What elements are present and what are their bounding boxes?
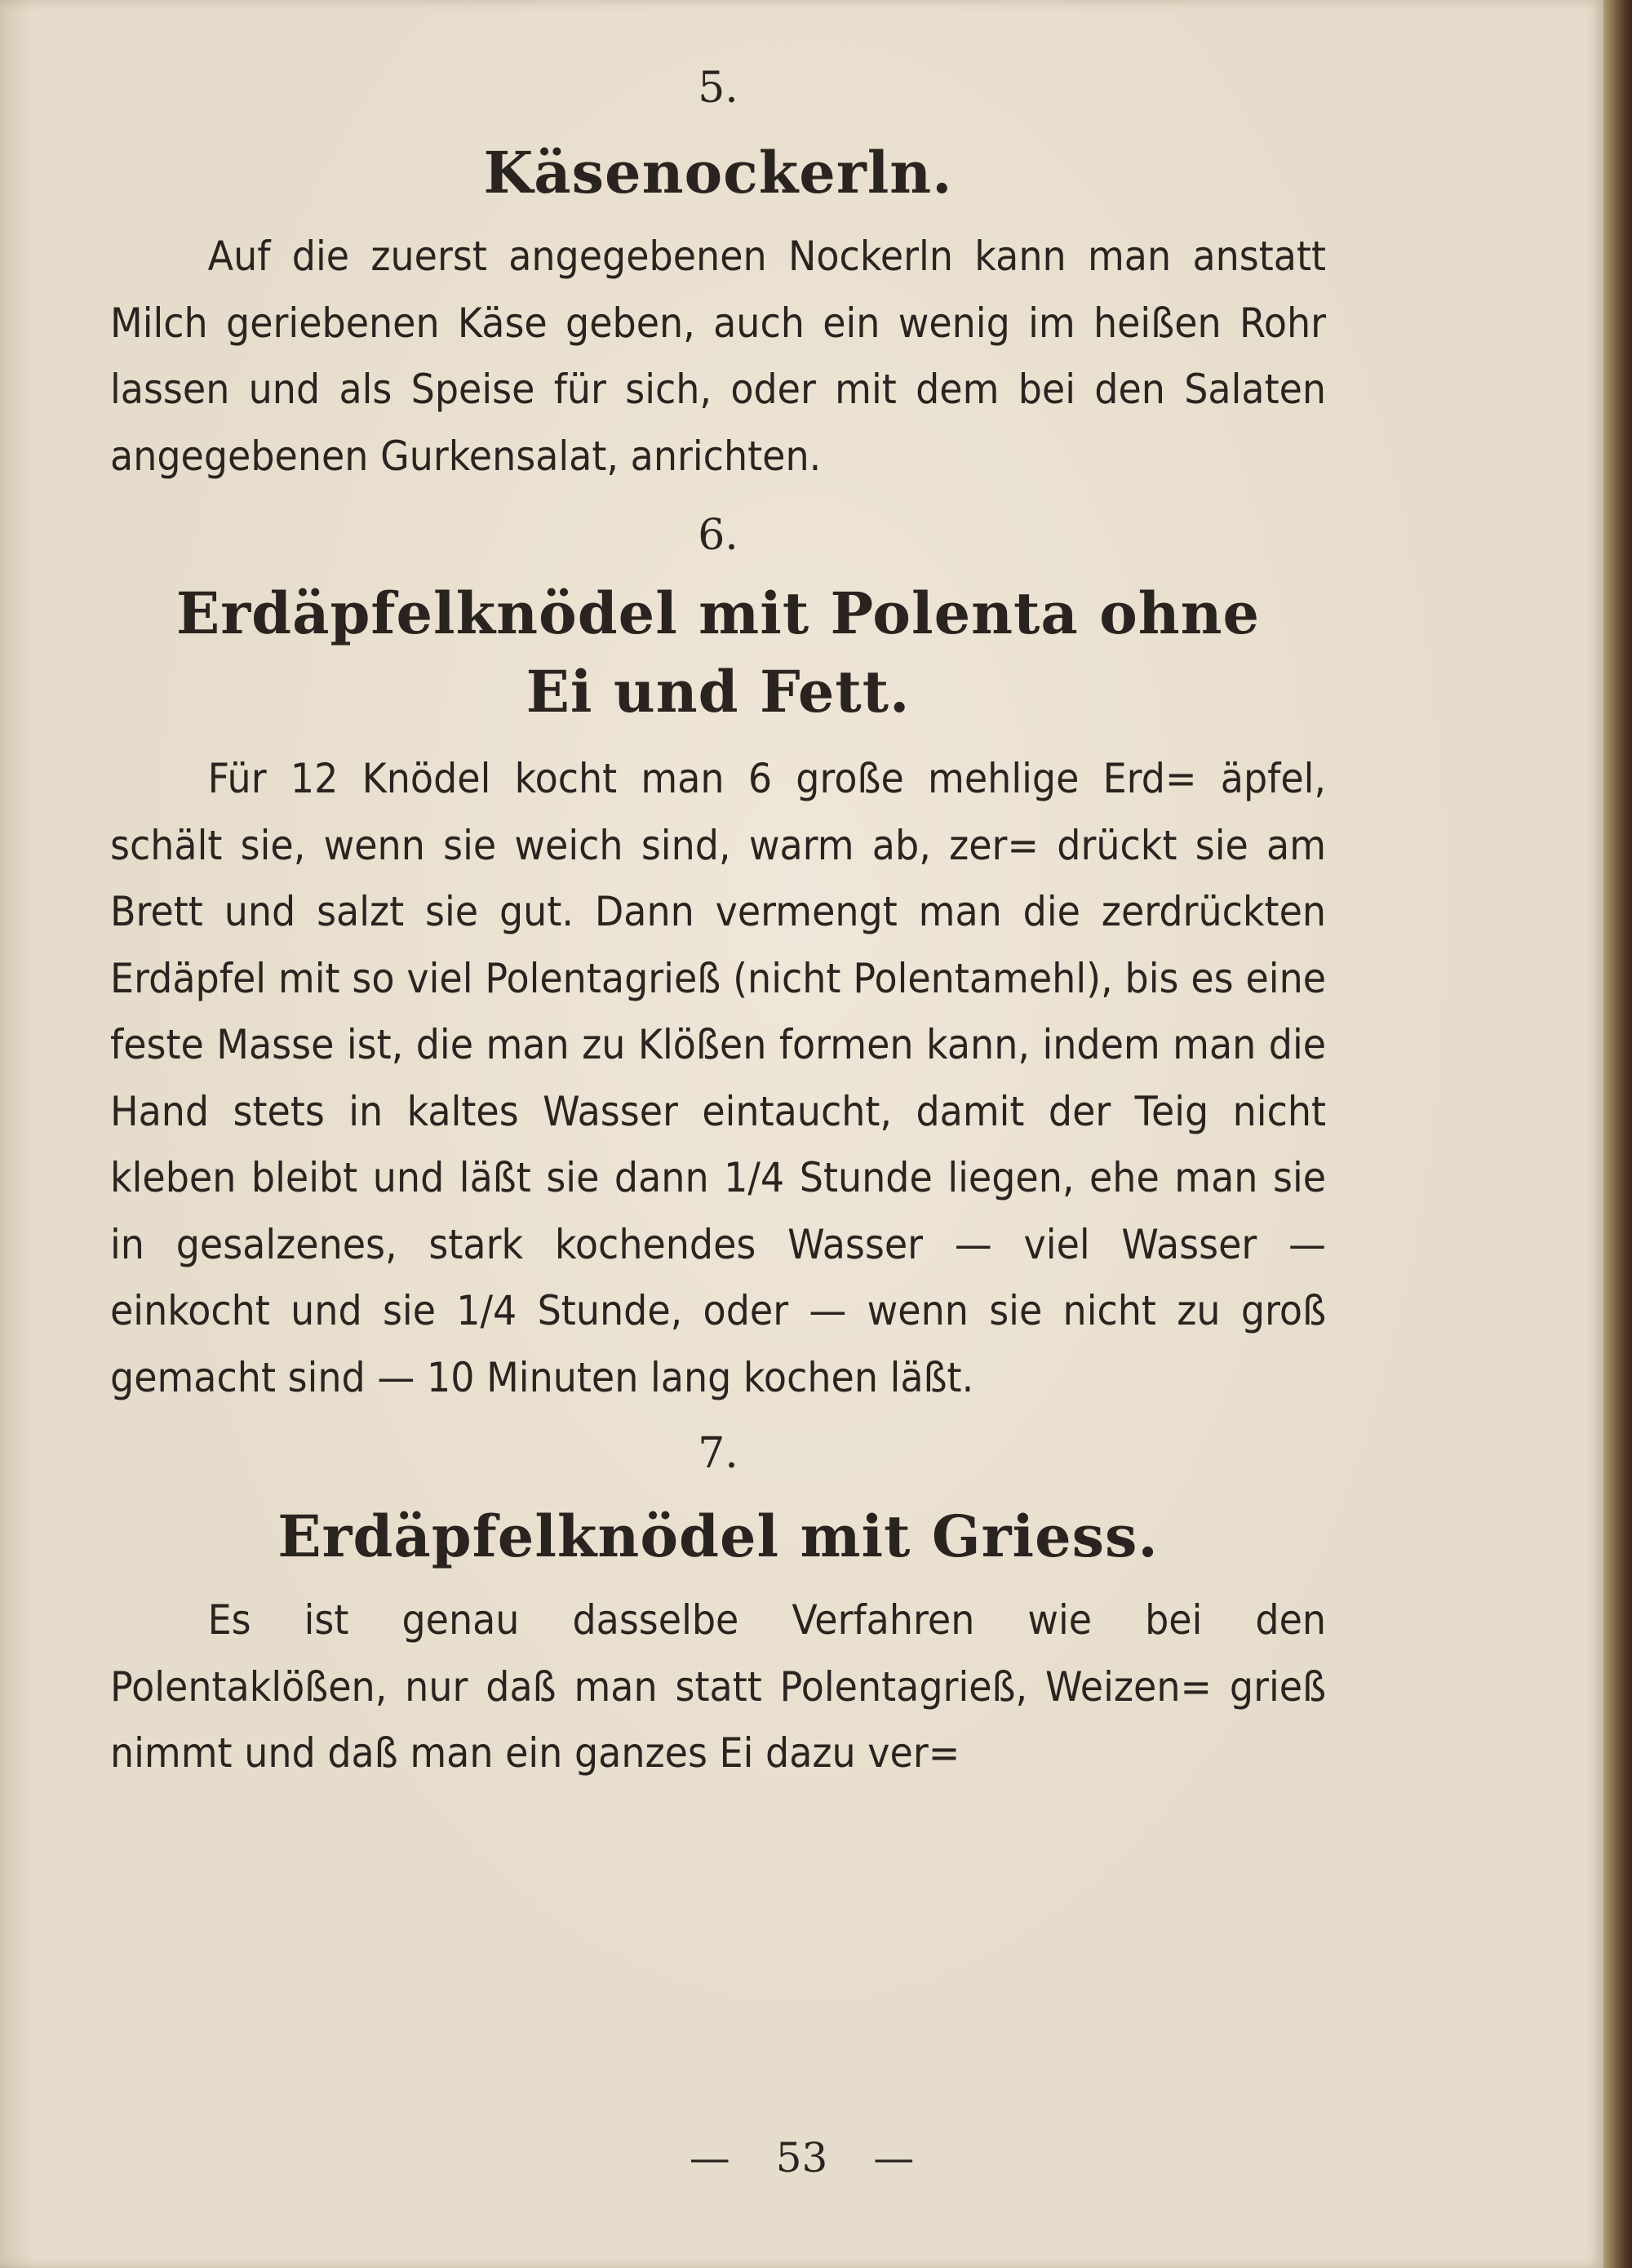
book-spine-edge bbox=[1603, 0, 1632, 2268]
section-number: 7. bbox=[698, 1429, 738, 1478]
recipe-section-7 bbox=[110, 1429, 1327, 1787]
footer-dash-left: — bbox=[689, 2134, 730, 2181]
section-title: Erdäpfelknödel mit Griess. bbox=[277, 1502, 1159, 1570]
section-text: Auf die zuerst angegebenen Nockerln kann man anstatt Milch geriebenen Käse geben, auch ein wenig im heißen Rohr lassen und als Speise für sich, oder mit dem bei den Salaten angegebenen Gurkensalat, anrichten. bbox=[110, 233, 1327, 480]
recipe-section-6 bbox=[110, 511, 1327, 1411]
section-number: 6. bbox=[698, 511, 738, 560]
page-number: 53 bbox=[775, 2134, 828, 2181]
section-text: Für 12 Knödel kocht man 6 große mehlige Erd= äpfel, schält sie, wenn sie weich sind, warm ab, zer= drückt sie am Brett und salzt sie gut. Dann vermengt man die zerdrückten Erdäpfel mit so viel Polentagrieß (nicht Polentamehl), bis es eine feste Masse ist, die man zu Klößen formen kann, indem man die Hand stets in kaltes Wasser eintaucht, damit der Teig nicht kleben bleibt und läßt sie dann 1/4 Stunde liegen, ehe man sie in gesalzenes, stark kochendes Wasser — viel Wasser — einkocht und sie 1/4 Stunde, oder — wenn sie nicht zu groß gemacht sind — 10 Minuten lang kochen läßt. bbox=[110, 755, 1327, 1401]
page-content bbox=[110, 57, 1326, 1787]
section-title: Käsenockerln. bbox=[483, 139, 953, 206]
section-title: Erdäpfelknödel mit Polenta ohne Ei und Fett. bbox=[175, 579, 1261, 726]
recipe-section-5 bbox=[110, 64, 1327, 490]
section-number: 5. bbox=[698, 64, 738, 113]
section-text: Es ist genau dasselbe Verfahren wie bei den Polentaklößen, nur daß man statt Polentagrieß, Weizen= grieß nimmt und daß man ein ganzes Ei dazu ver= bbox=[110, 1596, 1327, 1777]
footer-dash-right: — bbox=[873, 2134, 915, 2181]
page-footer bbox=[0, 2134, 1603, 2181]
